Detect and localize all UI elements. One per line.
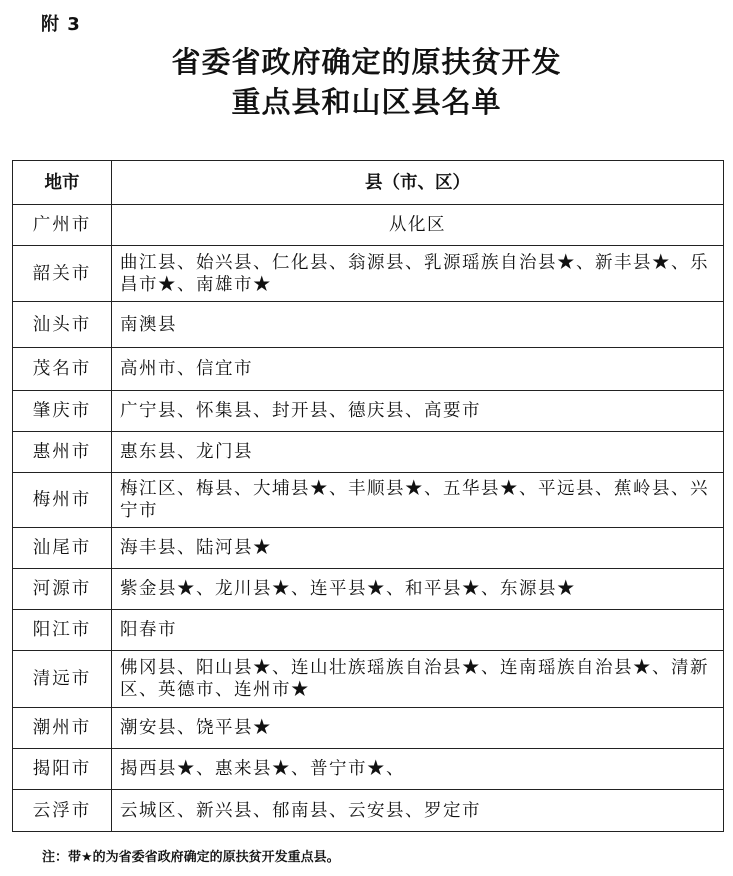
counties-cell: 云城区、新兴县、郁南县、云安县、罗定市 bbox=[112, 790, 724, 832]
counties-cell: 潮安县、饶平县★ bbox=[112, 708, 724, 749]
table-row bbox=[13, 651, 724, 708]
header-counties: 县（市、区） bbox=[112, 161, 724, 205]
table-row bbox=[13, 391, 724, 432]
counties-cell: 南澳县 bbox=[112, 302, 724, 348]
city-cell: 汕尾市 bbox=[13, 528, 112, 569]
counties-cell: 惠东县、龙门县 bbox=[112, 432, 724, 473]
counties-cell: 梅江区、梅县、大埔县★、丰顺县★、五华县★、平远县、蕉岭县、兴宁市 bbox=[112, 473, 724, 528]
counties-cell: 从化区 bbox=[112, 205, 724, 246]
footnote: 注：带★的为省委省政府确定的原扶贫开发重点县。 bbox=[42, 850, 340, 865]
table-row bbox=[13, 569, 724, 610]
table-header-row bbox=[13, 161, 724, 205]
counties-cell: 紫金县★、龙川县★、连平县★、和平县★、东源县★ bbox=[112, 569, 724, 610]
counties-cell: 海丰县、陆河县★ bbox=[112, 528, 724, 569]
city-cell: 清远市 bbox=[13, 651, 112, 708]
table-row bbox=[13, 432, 724, 473]
counties-cell: 揭西县★、惠来县★、普宁市★、 bbox=[112, 749, 724, 790]
table-row bbox=[13, 205, 724, 246]
document-title-line-2: 重点县和山区县名单 bbox=[231, 85, 502, 119]
counties-cell: 高州市、信宜市 bbox=[112, 348, 724, 391]
city-cell: 汕头市 bbox=[13, 302, 112, 348]
table-row bbox=[13, 790, 724, 832]
table-row bbox=[13, 708, 724, 749]
counties-cell: 佛冈县、阳山县★、连山壮族瑶族自治县★、连南瑶族自治县★、清新区、英德市、连州市★ bbox=[112, 651, 724, 708]
city-cell: 梅州市 bbox=[13, 473, 112, 528]
table-row bbox=[13, 749, 724, 790]
city-cell: 阳江市 bbox=[13, 610, 112, 651]
counties-cell: 阳春市 bbox=[112, 610, 724, 651]
table-row bbox=[13, 348, 724, 391]
county-list-table bbox=[12, 160, 724, 832]
header-city: 地市 bbox=[13, 161, 112, 205]
city-cell: 茂名市 bbox=[13, 348, 112, 391]
document-title-line-1: 省委省政府确定的原扶贫开发 bbox=[171, 45, 562, 79]
appendix-label: 附 3 bbox=[41, 14, 81, 35]
counties-cell: 广宁县、怀集县、封开县、德庆县、高要市 bbox=[112, 391, 724, 432]
city-cell: 韶关市 bbox=[13, 246, 112, 302]
city-cell: 云浮市 bbox=[13, 790, 112, 832]
table-row bbox=[13, 302, 724, 348]
city-cell: 肇庆市 bbox=[13, 391, 112, 432]
city-cell: 广州市 bbox=[13, 205, 112, 246]
table-row bbox=[13, 528, 724, 569]
city-cell: 河源市 bbox=[13, 569, 112, 610]
table-row bbox=[13, 246, 724, 302]
city-cell: 揭阳市 bbox=[13, 749, 112, 790]
counties-cell: 曲江县、始兴县、仁化县、翁源县、乳源瑶族自治县★、新丰县★、乐昌市★、南雄市★ bbox=[112, 246, 724, 302]
city-cell: 惠州市 bbox=[13, 432, 112, 473]
city-cell: 潮州市 bbox=[13, 708, 112, 749]
table-row bbox=[13, 473, 724, 528]
table-row bbox=[13, 610, 724, 651]
